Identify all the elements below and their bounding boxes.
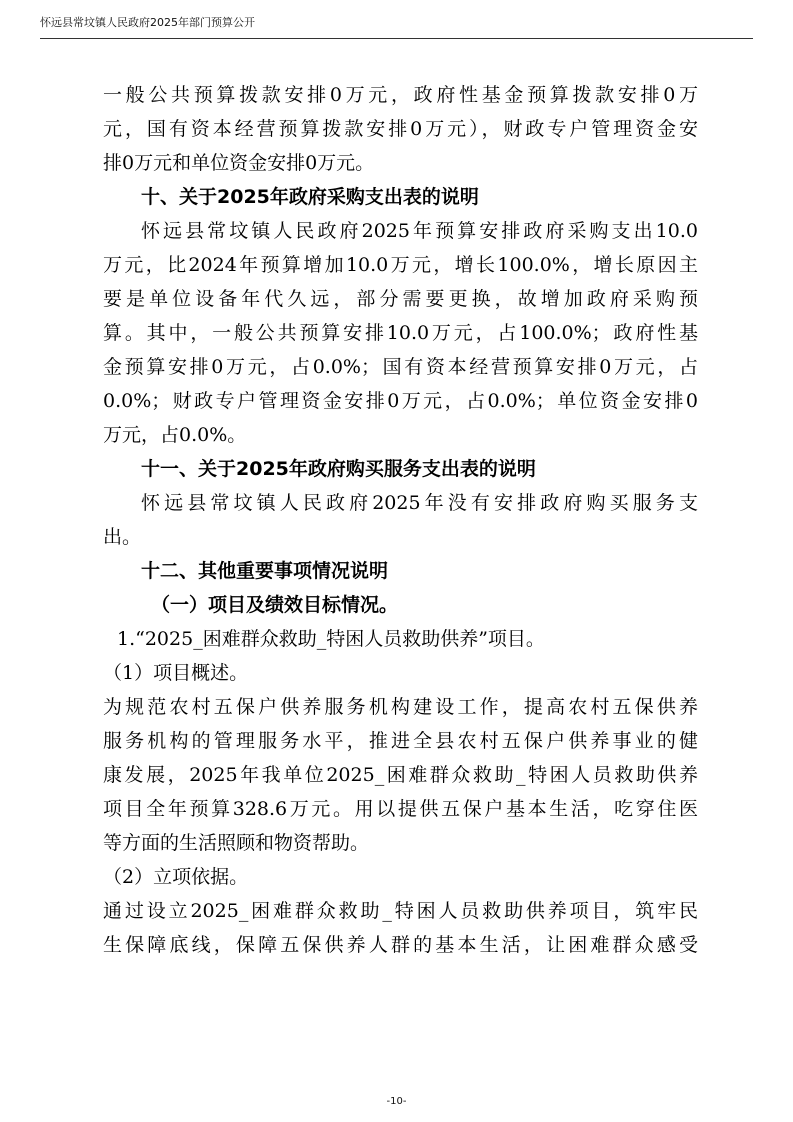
paragraph-line: 通过设立2025_困难群众救助_特困人员救助供养项目，筑牢民 (103, 900, 698, 922)
paragraph-line: 出。 (103, 526, 142, 548)
section-heading-10: 十、关于2025年政府采购支出表的说明 (141, 186, 479, 208)
paragraph-line: 服务机构的管理服务水平，推进全县农村五保户供养事业的健 (103, 730, 698, 752)
header-divider (40, 38, 753, 39)
paragraph-line: 生保障底线，保障五保供养人群的基本生活，让困难群众感受 (103, 934, 698, 956)
subsection-heading: （一）项目及绩效目标情况。 (151, 594, 399, 616)
paragraph-line: 等方面的生活照顾和物资帮助。 (103, 832, 370, 854)
paragraph-line: 万元，占0.0%。 (103, 424, 247, 446)
paragraph-line: 要是单位设备年代久远，部分需要更换，故增加政府采购预 (103, 288, 698, 310)
document-header: 怀远县常坟镇人民政府2025年部门预算公开 (40, 16, 255, 29)
paragraph-line: 元，国有资本经营预算拨款安排0万元），财政专户管理资金安 (103, 118, 698, 140)
item-heading: （2）立项依据。 (103, 866, 249, 888)
paragraph-line: 怀远县常坟镇人民政府2025年没有安排政府购买服务支 (141, 492, 698, 514)
paragraph-line: 万元，比2024年预算增加10.0万元，增长100.0%，增长原因主 (103, 254, 698, 276)
project-title: 1.“2025_困难群众救助_特困人员救助供养”项目。 (117, 628, 545, 650)
paragraph-line: 0.0%；财政专户管理资金安排0万元，占0.0%；单位资金安排0 (103, 390, 698, 412)
paragraph-line: 怀远县常坟镇人民政府2025年预算安排政府采购支出10.0 (141, 220, 698, 242)
paragraph-line: 金预算安排0万元，占0.0%；国有资本经营预算安排0万元，占 (103, 356, 698, 378)
paragraph-line: 排0万元和单位资金安排0万元。 (103, 152, 375, 174)
paragraph-line: 项目全年预算328.6万元。用以提供五保户基本生活，吃穿住医 (103, 798, 698, 820)
paragraph-line: 算。其中，一般公共预算安排10.0万元，占100.0%；政府性基 (103, 322, 698, 344)
section-heading-12: 十二、其他重要事项情况说明 (141, 560, 389, 582)
section-heading-11: 十一、关于2025年政府购买服务支出表的说明 (141, 458, 536, 480)
paragraph-line: 为规范农村五保户供养服务机构建设工作，提高农村五保供养 (103, 696, 698, 718)
page-number: -10- (386, 1096, 407, 1107)
paragraph-line: 康发展，2025年我单位2025_困难群众救助_特困人员救助供养 (103, 764, 698, 786)
item-heading: （1）项目概述。 (103, 662, 249, 684)
document-body (103, 78, 698, 962)
paragraph-line: 一般公共预算拨款安排0万元，政府性基金预算拨款安排0万 (103, 84, 698, 106)
